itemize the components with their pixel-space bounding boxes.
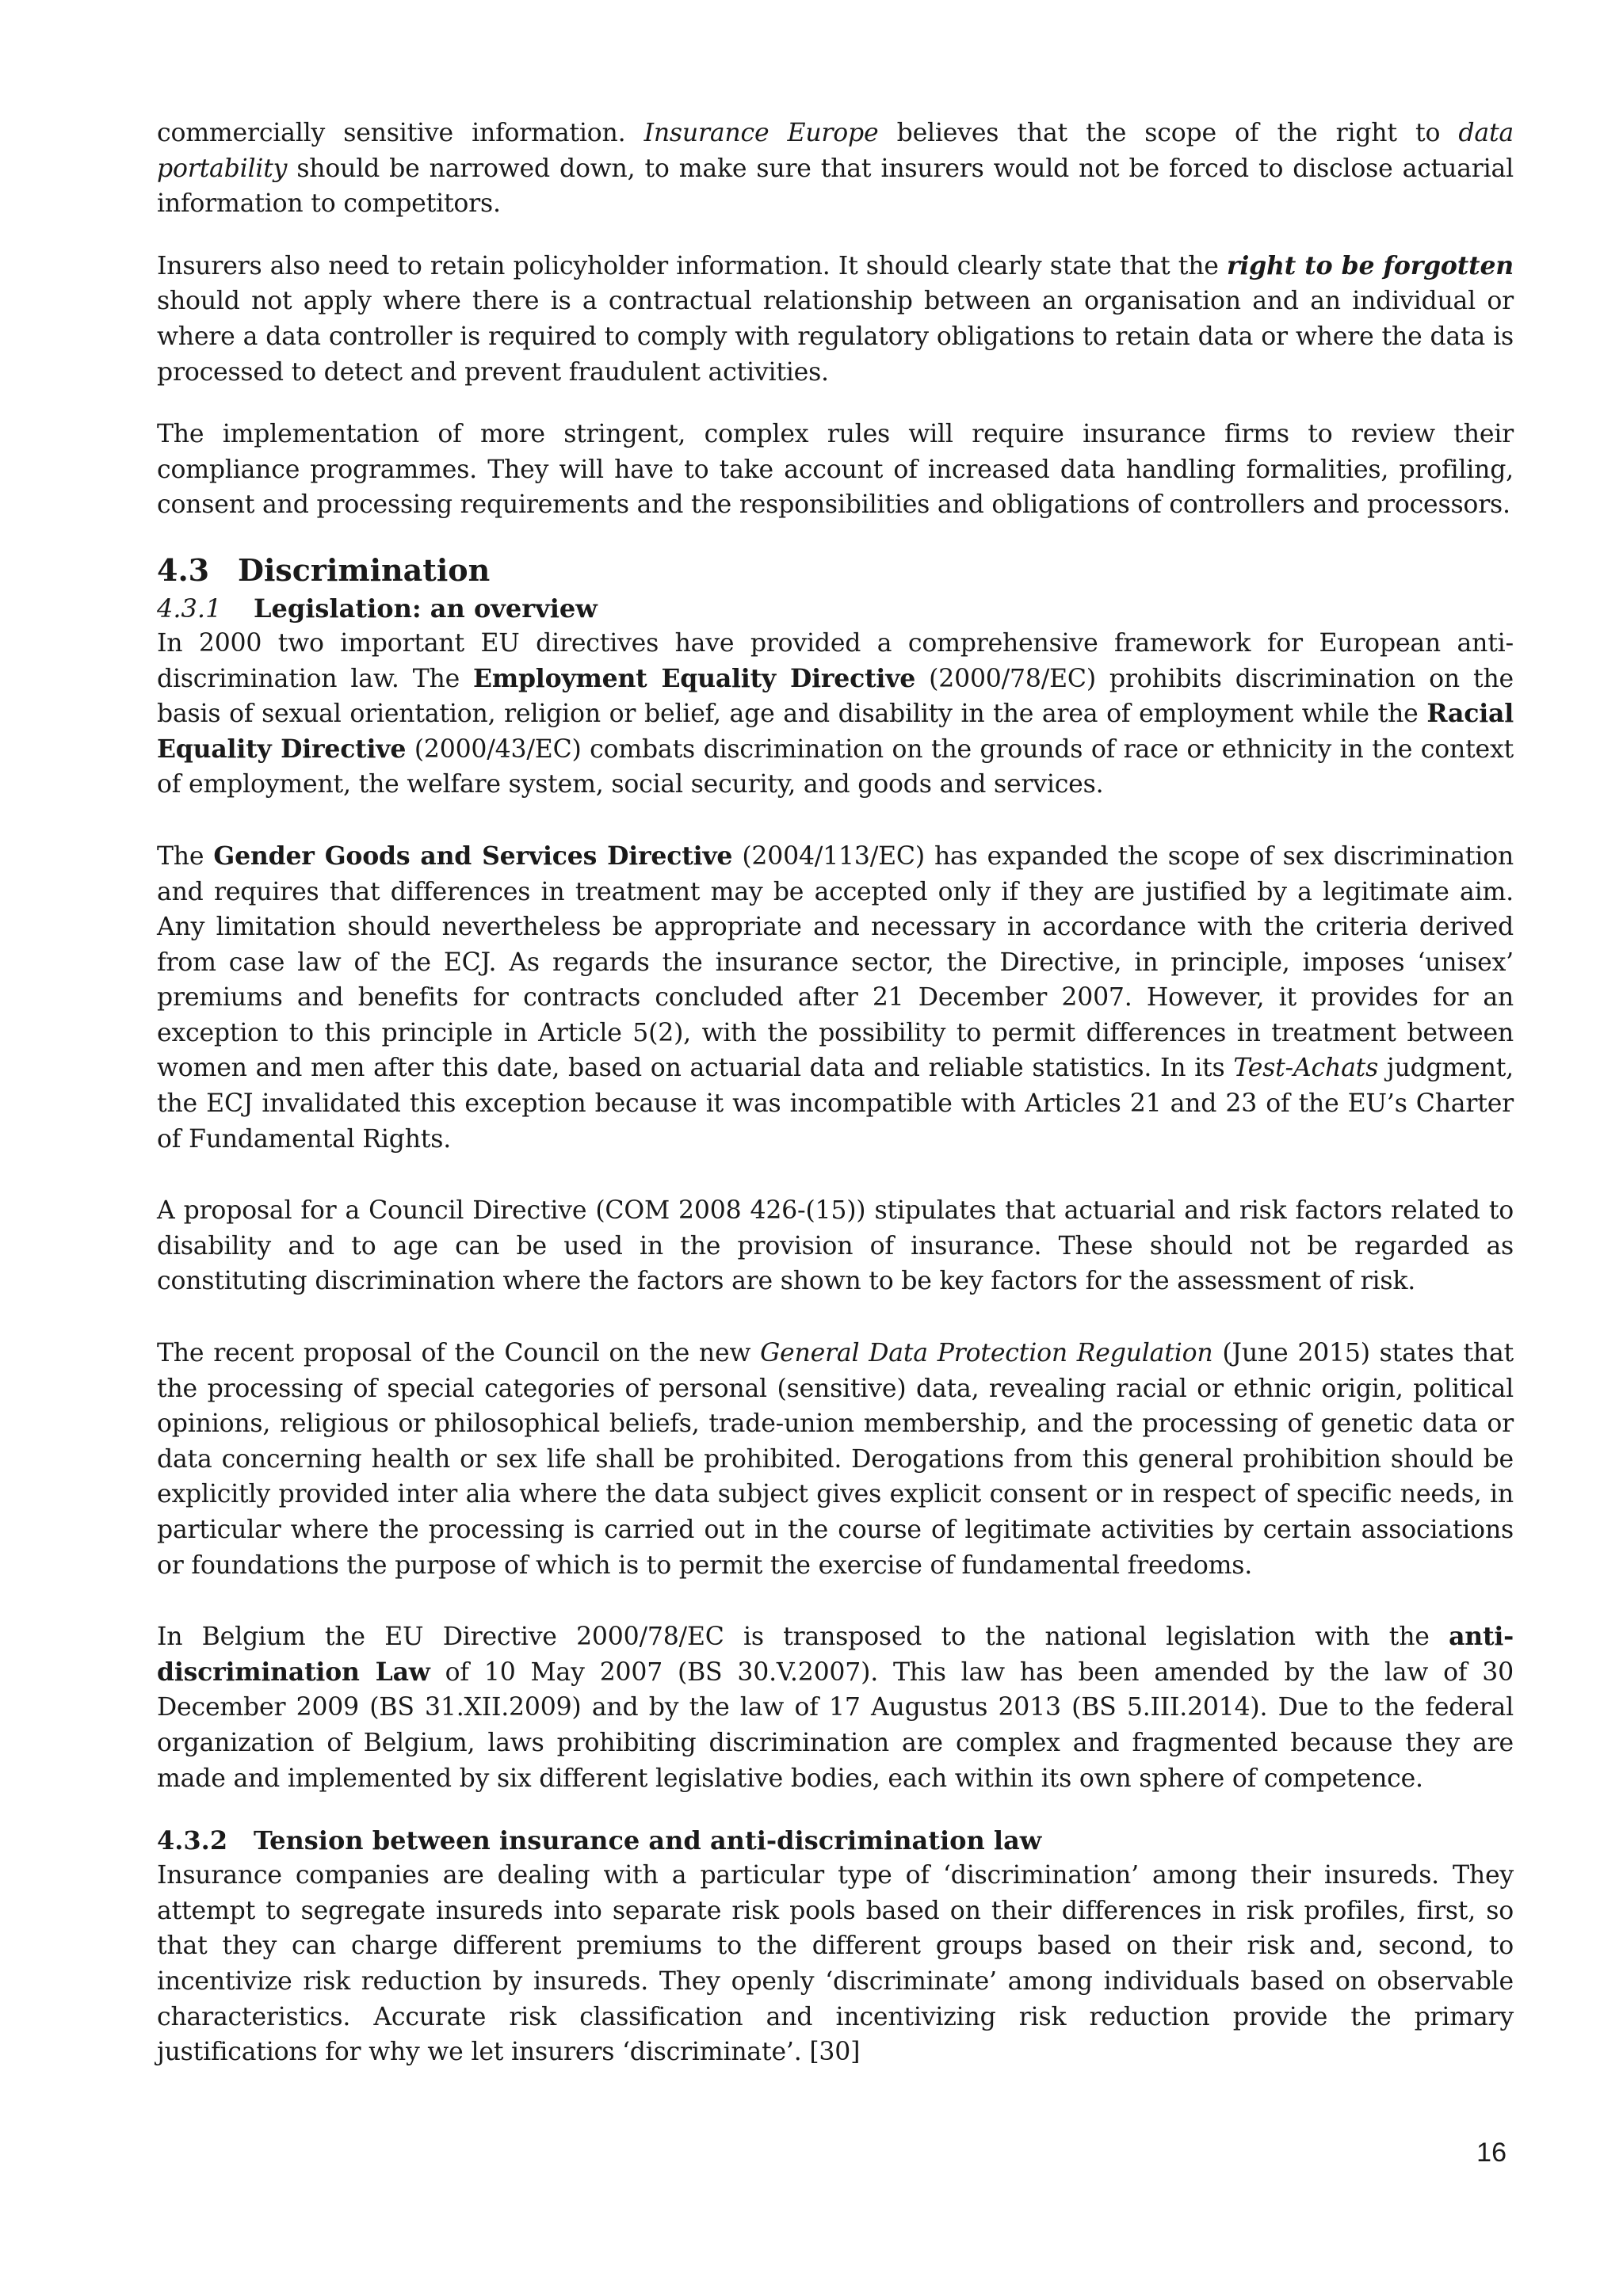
paragraph-gender-goods-services: The Gender Goods and Services Directive (2004/113/EC) has expanded the scope of sex discrimination and requires that differences in treatment may be accepted only if they are justified by a legitimate aim. Any limitation should nevertheless be appropriate and necessary in accordance with the criteria derived from case law of the ECJ. As regards the insurance sector, the Directive, in principle, imposes ‘unisex’ premiums and benefits for contracts concluded after 21 December 2007. However, it provides for an exception to this principle in Article 5(2), with the possibility to permit differences in treatment between women and men after this date, based on actuarial data and reliable statistics. In its Test-Achats judgment, the ECJ invalidated this exception because it was incompatible with Articles 21 and 23 of the EU’s Charter of Fundamental Rights. — [157, 841, 1514, 1154]
section-number: 4.3 — [157, 551, 210, 588]
emphasis-data-portability: data portability — [157, 119, 1514, 183]
paragraph-implementation: The implementation of more stringent, complex rules will require insurance firms to review their compliance programmes. They will have to take account of increased data handling formalities, profiling, consent and processing requirements and the responsibilities and obligations of controllers and processors. — [157, 420, 1514, 520]
paragraph-insurance-discrimination: Insurance companies are dealing with a particular type of ‘discrimination’ among their insureds. They attempt to segregate insureds into separate risk pools based on their differences in risk profiles, first, so that they can charge different premiums to the different groups based on their risk and, second, to incentivize risk reduction by insureds. They openly ‘discriminate’ among individuals based on observable characteristics. Accurate risk classification and incentivizing risk reduction provide the primary justifications for why we let insurers ‘discriminate’. [30] — [157, 1861, 1514, 2067]
emphasis-test-achats: Test-Achats — [1233, 1054, 1379, 1083]
emphasis-anti-discrimination-law: anti-discrimination Law — [157, 1622, 1514, 1687]
subsection-title: Tension between insurance and anti-discrimination law — [254, 1825, 1042, 1856]
emphasis-employment-equality-directive: Employment Equality Directive — [473, 663, 916, 693]
emphasis-right-to-be-forgotten: right to be forgotten — [1227, 250, 1514, 280]
section-title: Discrimination — [238, 551, 491, 588]
subsection-heading-legislation — [157, 591, 1514, 626]
emphasis-insurance-europe: Insurance Europe — [643, 119, 879, 147]
emphasis-gdpr: General Data Protection Regulation — [760, 1339, 1213, 1368]
subsection-number: 4.3.1 — [157, 593, 222, 624]
paragraph-data-portability: commercially sensitive information. Insurance Europe believes that the scope of the right to data portability should be narrowed down, to make sure that insurers would not be forced to disclose actuarial information to competitors. — [157, 119, 1514, 219]
paragraph-right-to-be-forgotten: Insurers also need to retain policyholder information. It should clearly state that the right to be forgotten should not apply where there is a contractual relationship between an organisation and an individual or where a data controller is required to comply with regulatory obligations to retain data or where the data is processed to detect and prevent fraudulent activities. — [157, 250, 1514, 387]
section-heading-discrimination — [157, 550, 1514, 591]
paragraph-belgium: In Belgium the EU Directive 2000/78/EC is transposed to the national legislation with the anti-discrimination Law of 10 May 2007 (BS 30.V.2007). This law has been amended by the law of 30 December 2009 (BS 31.XII.2009) and by the law of 17 Augustus 2013 (BS 5.III.2014). Due to the federal organization of Belgium, laws prohibiting discrimination are complex and fragmented because they are made and implemented by six different legislative bodies, each within its own sphere of competence. — [157, 1622, 1514, 1793]
document-page — [157, 116, 1514, 2097]
paragraph-gdpr: The recent proposal of the Council on the new General Data Protection Regulation (June 2015) states that the processing of special categories of personal (sensitive) data, revealing racial or ethnic origin, political opinions, religious or philosophical beliefs, trade-union membership, and the processing of genetic data or data concerning health or sex life shall be prohibited. Derogations from this general prohibition should be explicitly provided inter alia where the data subject gives explicit consent or in respect of specific needs, in particular where the processing is carried out in the course of legitimate activities by certain associations or foundations the purpose of which is to permit the exercise of fundamental freedoms. — [157, 1339, 1514, 1580]
emphasis-racial-equality-directive: Racial Equality Directive — [157, 699, 1514, 764]
subsection-number: 4.3.2 — [157, 1825, 228, 1856]
subsection-title: Legislation: an overview — [254, 593, 598, 624]
page-number: 16 — [1476, 2138, 1507, 2168]
emphasis-gender-goods-services-directive: Gender Goods and Services Directive — [213, 841, 733, 871]
subsection-heading-tension — [157, 1823, 1514, 1858]
paragraph-council-directive-proposal: A proposal for a Council Directive (COM 2008 426-(15)) stipulates that actuarial and risk factors related to disability and to age can be used in the provision of insurance. These should not be regarded as constituting discrimination where the factors are shown to be key factors for the assessment of risk. — [157, 1196, 1514, 1296]
paragraph-eu-directives: In 2000 two important EU directives have provided a comprehensive framework for European anti-discrimination law. The Employment Equality Directive (2000/78/EC) prohibits discrimination on the basis of sexual orientation, religion or belief, age and disability in the area of employment while the Racial Equality Directive (2000/43/EC) combats discrimination on the grounds of race or ethnicity in the context of employment, the welfare system, social security, and goods and services. — [157, 628, 1514, 799]
